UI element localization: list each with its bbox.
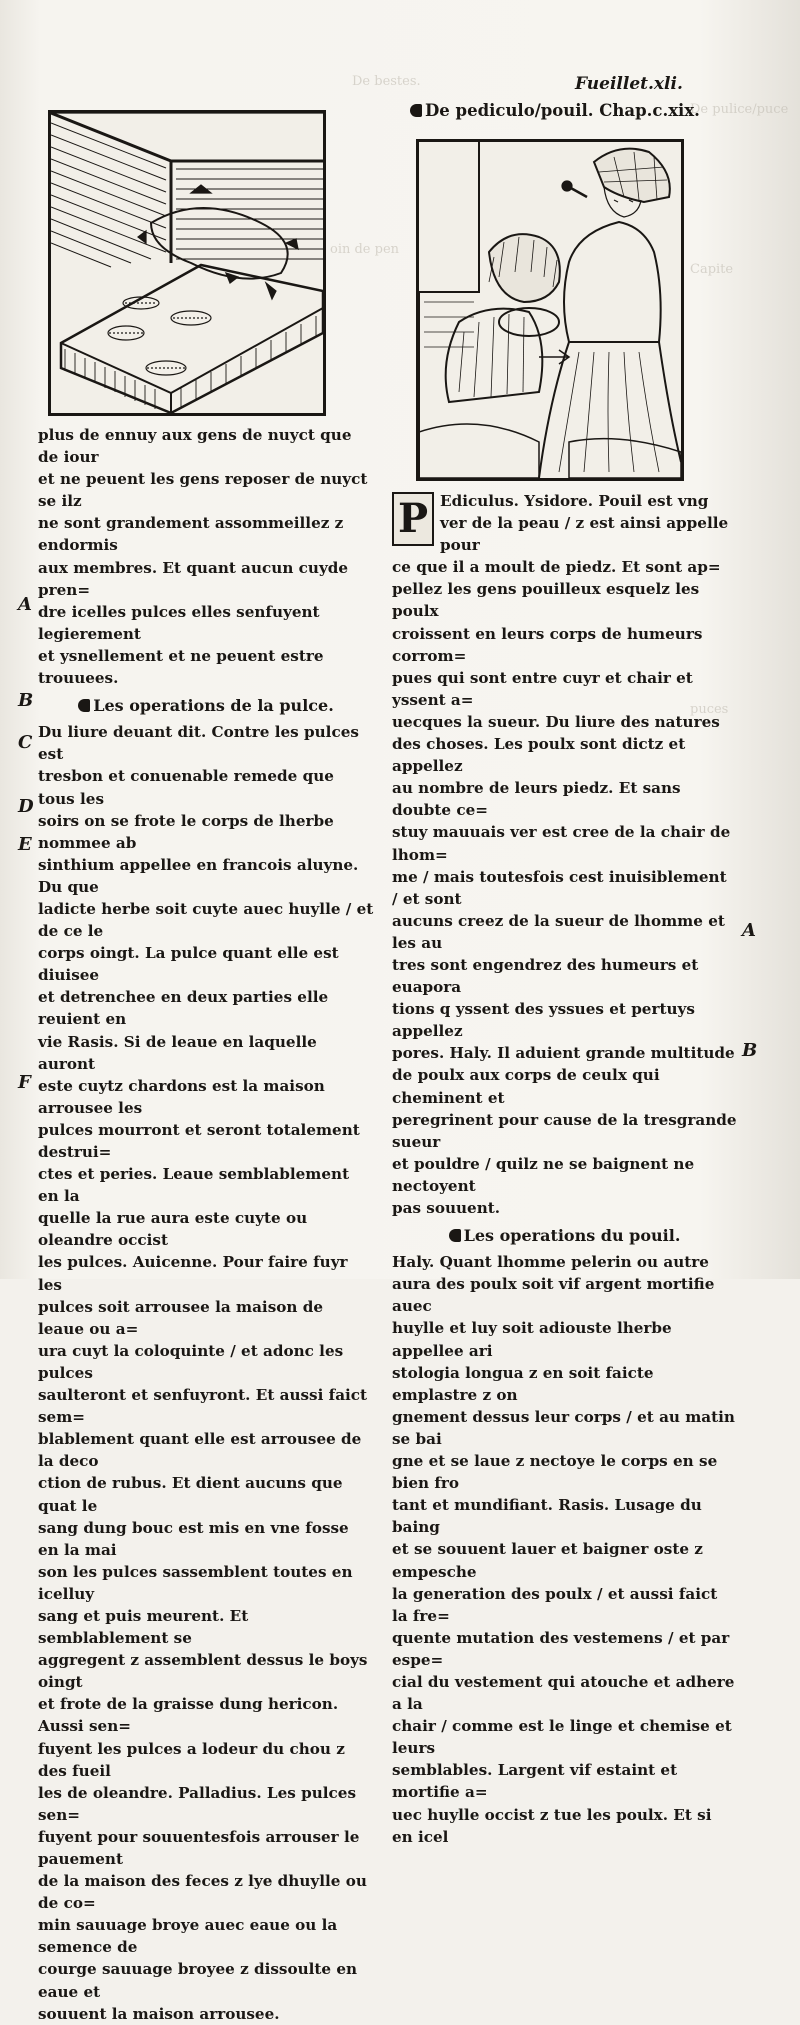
text-line: vie Rasis. Si de leaue en laquelle auront bbox=[38, 1032, 317, 1073]
text-line: souuent la maison arrousee. bbox=[38, 2004, 280, 2023]
text-line: des choses. Les poulx sont dictz et appellez bbox=[392, 735, 686, 776]
text-line: tresbon et conuenable remede que tous les bbox=[38, 767, 334, 808]
margin-letter: F bbox=[18, 1072, 31, 1093]
text-line: plus de ennuy aux gens de nuyct que de iour bbox=[38, 426, 352, 467]
text-line: pellez les gens pouilleux esquelz les poulx bbox=[392, 580, 700, 621]
pilcrow-icon bbox=[78, 699, 90, 712]
left-text-column bbox=[38, 424, 374, 2025]
text-line: sinthium appellee en francois aluyne. Du que bbox=[38, 855, 359, 896]
text-line: aura des poulx soit vif argent mortifie auec bbox=[392, 1275, 715, 1316]
text-line: son les pulces sassemblent toutes en icelluy bbox=[38, 1562, 353, 1603]
text-line: aucuns creez de la sueur de lhomme et les au bbox=[392, 911, 725, 952]
text-line: pores. Haly. Il aduient grande multitude bbox=[392, 1044, 735, 1063]
text-line: sang et puis meurent. Et semblablement se bbox=[38, 1606, 249, 1648]
margin-letter: E bbox=[18, 834, 32, 855]
text-line: les de oleandre. Palladius. Les pulces sen= bbox=[38, 1783, 357, 1824]
text-line: fuyent pour souuentesfois arrouser le pauement bbox=[38, 1827, 360, 1868]
text-line: fuyent les pulces a lodeur du chou z des fueil bbox=[38, 1739, 345, 1780]
text-line: pas souuent. bbox=[392, 1199, 501, 1217]
woodcut-flea-bed-image bbox=[51, 113, 323, 413]
text-line: les pulces. Auicenne. Pour faire fuyr les bbox=[38, 1253, 348, 1294]
text-line: ce que il a moult de piedz. Et sont ap= bbox=[392, 558, 721, 577]
bleed-through-text: De pulice/puce bbox=[690, 102, 789, 117]
text-line: semblables. Largent vif estaint et mortifie a= bbox=[392, 1761, 678, 1802]
decorated-initial: P bbox=[392, 492, 434, 546]
text-line: croissent en leurs corps de humeurs corrom= bbox=[392, 624, 703, 665]
text-line: et se souuent lauer et baigner oste z empesche bbox=[392, 1540, 703, 1581]
text-line: pues qui sont entre cuyr et chair et yssent a= bbox=[392, 668, 693, 709]
margin-letter: C bbox=[18, 732, 33, 753]
text-line: pulces mourront et seront totalement destrui= bbox=[38, 1120, 360, 1161]
bleed-through-text: oin de pen bbox=[330, 242, 400, 257]
text-line: aggregent z assemblent dessus le boys oingt bbox=[38, 1651, 368, 1692]
text-line: me / mais toutesfois cest inuisiblement / et sont bbox=[392, 867, 727, 908]
margin-letter: D bbox=[18, 796, 34, 817]
right-text-column bbox=[392, 490, 737, 1848]
text-line: ura cuyt la coloquinte / et adonc les pulces bbox=[38, 1341, 344, 1382]
text-line: courge sauuage broyee z dissoulte en eaue et bbox=[38, 1960, 358, 2001]
text-line: blablement quant elle est arrousee de la deco bbox=[38, 1430, 362, 1471]
text-line: huylle et luy soit adiouste lherbe appellee ari bbox=[392, 1319, 672, 1360]
text-line: et detrenchee en deux parties elle reuient en bbox=[38, 988, 329, 1029]
text-line: tres sont engendrez des humeurs et euapora bbox=[392, 955, 699, 997]
text-line: ladicte herbe soit cuyte auec huylle / et de ce le bbox=[38, 899, 374, 941]
bleed-through-text: Capite bbox=[690, 262, 734, 277]
section-heading: Les operations du pouil. bbox=[392, 1225, 737, 1247]
woodcut-delousing-scene bbox=[416, 139, 684, 481]
text-line: ctes et peries. Leaue semblablement en la bbox=[38, 1165, 350, 1206]
woodcut-flea-bed bbox=[48, 110, 326, 416]
text-line: tions q yssent des yssues et pertuys appellez bbox=[392, 1000, 695, 1041]
text-line: peregrinent pour cause de la tresgrande sueur bbox=[392, 1110, 737, 1151]
text-line: Du liure deuant dit. Contre les pulces est bbox=[38, 723, 359, 764]
text-line: ne sont grandement assommeillez z endormis bbox=[38, 514, 344, 555]
text-line: cial du vestement qui atouche et adhere a la bbox=[392, 1672, 735, 1714]
text-line: Ediculus. Ysidore. Pouil est vng bbox=[440, 492, 709, 510]
text-line: et pouldre / quilz ne se baignent ne nectoyent bbox=[392, 1154, 695, 1195]
text-line: gnement dessus leur corps / et au matin se bai bbox=[392, 1407, 735, 1448]
text-line: et ysnellement et ne peuent estre trouuees. bbox=[38, 646, 324, 688]
pilcrow-icon bbox=[410, 104, 422, 117]
text-line: ction de rubus. Et dient aucuns que quat le bbox=[38, 1474, 343, 1515]
section-heading: Les operations de la pulce. bbox=[38, 695, 374, 717]
text-line: min sauuage broye auec eaue ou la semence de bbox=[38, 1916, 338, 1957]
margin-letter: A bbox=[18, 594, 32, 615]
text-line: Haly. Quant lhomme pelerin ou autre bbox=[392, 1253, 709, 1272]
margin-letter: A bbox=[742, 920, 756, 941]
text-line: uecques la sueur. Du liure des natures bbox=[392, 712, 720, 731]
text-line: soirs on se frote le corps de lherbe nommee ab bbox=[38, 811, 334, 852]
text-line: et ne peuent les gens reposer de nuyct se ilz bbox=[38, 470, 368, 511]
text-line: stologia longua z en soit faicte emplastre z on bbox=[392, 1363, 654, 1404]
text-line: chair / comme est le linge et chemise et leurs bbox=[392, 1717, 732, 1758]
bleed-through-text: puces bbox=[690, 702, 729, 717]
text-line: ver de la peau / z est ainsi appelle pour bbox=[440, 514, 729, 555]
text-line: uec huylle occist z tue les poulx. Et si en icel bbox=[392, 1805, 712, 1846]
text-line: tant et mundifiant. Rasis. Lusage du baing bbox=[392, 1496, 702, 1537]
bleed-through-text: De bestes. bbox=[352, 74, 421, 89]
text-line: et frote de la graisse dung hericon. Aussi sen= bbox=[38, 1695, 339, 1736]
text-line: gne et se laue z nectoye le corps en se bien fro bbox=[392, 1452, 718, 1493]
text-line: stuy mauuais ver est cree de la chair de lhom= bbox=[392, 823, 731, 864]
woodcut-delousing-image bbox=[419, 142, 681, 478]
margin-letter: B bbox=[18, 690, 34, 711]
text-line: pulces soit arrousee la maison de leaue ou a= bbox=[38, 1297, 323, 1338]
text-line: saulteront et senfuyront. Et aussi faict sem= bbox=[38, 1386, 368, 1427]
text-line: corps oingt. La pulce quant elle est diuisee bbox=[38, 944, 339, 985]
running-head: Fueillet.xli. bbox=[575, 74, 683, 94]
text-line: quelle la rue aura este cuyte ou oleandre occist bbox=[38, 1209, 308, 1250]
text-line: quente mutation des vestemens / et par espe= bbox=[392, 1628, 730, 1669]
pilcrow-icon bbox=[449, 1229, 461, 1242]
text-line: aux membres. Et quant aucun cuyde pren= bbox=[38, 558, 349, 599]
text-line: de poulx aux corps de ceulx qui cheminent et bbox=[392, 1066, 660, 1107]
margin-letter: B bbox=[742, 1040, 758, 1061]
text-line: sang dung bouc est mis en vne fosse en la mai bbox=[38, 1518, 349, 1559]
text-line: de la maison des feces z lye dhuylle ou de co= bbox=[38, 1872, 367, 1913]
text-line: la generation des poulx / et aussi faict la fre= bbox=[392, 1584, 718, 1625]
chapter-title: De pediculo/pouil. Chap.c.xix. bbox=[410, 101, 710, 120]
text-line: au nombre de leurs piedz. Et sans doubte ce= bbox=[392, 779, 681, 820]
text-line: dre icelles pulces elles senfuyent legierement bbox=[38, 602, 320, 643]
text-line: este cuytz chardons est la maison arrousee les bbox=[38, 1076, 325, 1117]
